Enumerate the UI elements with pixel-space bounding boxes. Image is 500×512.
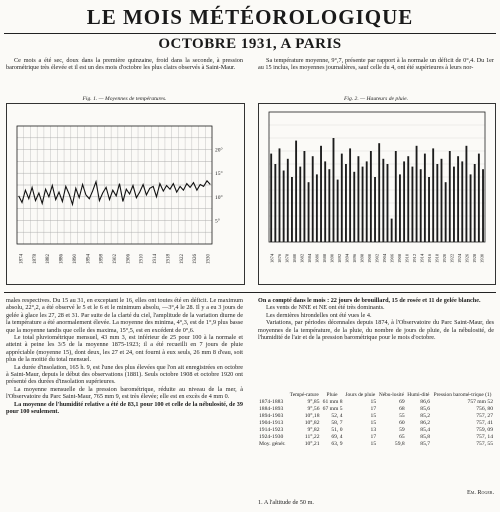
table-cell: 757, 41 [476, 420, 493, 426]
fig1-temperature-line [19, 181, 211, 205]
fig1-y-tick-label: 15° [215, 171, 223, 178]
fig2-x-tick-label: 1930 [479, 253, 485, 263]
fig2-rain-bar [295, 141, 297, 242]
fig2-rain-bar [362, 167, 364, 242]
table-cell: 65 [399, 434, 405, 440]
fig2-x-tick-label: 1886 [314, 253, 320, 263]
fig1-x-tick-label: 1894 [86, 254, 92, 264]
table-cell: 17 [370, 434, 377, 440]
fig2-rain-bar [474, 164, 476, 242]
fig1-x-tick-label: 1886 [59, 254, 65, 264]
fig2-x-tick-label: 1914 [419, 253, 425, 263]
fig2-x-tick-label: 1882 [299, 253, 305, 263]
fig2-rain-bar [283, 171, 285, 243]
body-left-paragraph-4: La moyenne mensuelle de la pression barométrique, réduite au niveau de la mer, à l'Observatoire du Parc Saint-Maur, 765 mm 9, est très élevée; elle est en excès de 4 mm 0. [6, 385, 243, 401]
table-cell: 86,6 [420, 399, 431, 405]
table-cell: 757, 55 [476, 441, 493, 447]
fig2-x-tick-label: 1922 [449, 253, 455, 263]
fig2-x-tick-label: 1926 [464, 253, 470, 263]
fig2-x-tick-label: 1878 [284, 253, 290, 263]
table-cell: Moy. génér. [259, 441, 286, 447]
table-cell: 15 [370, 413, 377, 419]
table-cell: 17 [370, 406, 377, 412]
fig2-x-tick-label: 1912 [412, 253, 417, 263]
fig2-x-tick-label: 1928 [472, 253, 477, 263]
table-cell: 757, 14 [476, 434, 493, 440]
table-cell: 1884-1893 [259, 406, 284, 412]
fig2-x-tick-label: 1906 [389, 253, 395, 263]
fig2-rain-bar [457, 156, 459, 242]
fig2-rain-bar [395, 151, 397, 242]
fig2-rain-bar [291, 177, 293, 242]
table-cell: 10°,18 [304, 413, 320, 419]
fig1-x-tick-label: 1930 [206, 254, 212, 264]
fig2-rain-bar [449, 151, 451, 242]
table-cell: 51, 0 [331, 427, 343, 433]
table-header-cell: Humi-dité [407, 392, 430, 398]
fig1-x-tick-label: 1910 [139, 254, 145, 264]
fig2-rain-bar [345, 164, 347, 242]
fig2-x-tick-label: 1900 [367, 253, 372, 263]
table-row [258, 406, 494, 413]
fig1-x-tick-label: 1926 [193, 254, 199, 264]
table-cell: 59,8 [394, 441, 405, 447]
page-title: LE MOIS MÉTÉOROLOGIQUE [86, 5, 414, 29]
fig2-rain-bar [441, 159, 443, 242]
fig2-rain-bar [411, 167, 413, 242]
fig2-rain-bar [399, 174, 401, 242]
table-row [258, 420, 494, 427]
fig2-rain-bar [378, 143, 380, 242]
fig2-rain-bar [407, 156, 409, 242]
fig2-rain-bar [432, 148, 434, 242]
intro-left-paragraph: Ce mois a été sec, doux dans la première quinzaine, froid dans la seconde, à pression barométrique très élevée et il est un des mois d'octobre les plus clairs observés à Saint-Maur. [6, 57, 243, 72]
body-left-text [6, 297, 243, 416]
fig2-rain-bar [324, 161, 326, 242]
fig2-rain-bar [436, 164, 438, 242]
fig1-x-tick-label: 1906 [126, 254, 132, 264]
table-cell: 86,2 [420, 420, 431, 426]
fig2-rain-bar [366, 161, 368, 242]
fig2-x-tick-label: 1898 [359, 253, 365, 263]
fig2-rain-bar [416, 146, 418, 242]
table-cell: 85,4 [420, 427, 431, 433]
fig2-rain-bar [337, 180, 339, 242]
table-cell: 13 [370, 427, 377, 433]
fig2-rain-bar [357, 156, 359, 242]
table-cell: 67 mm 5 [322, 406, 343, 412]
fig1-grid [17, 126, 212, 244]
fig2-rain-bar [465, 146, 467, 242]
table-cell: 63, 9 [331, 441, 343, 447]
fig1-x-tick-label: 1902 [113, 254, 118, 264]
fig2-rain-bar [308, 182, 310, 242]
body-left-paragraph-1: males respectives. Du 15 au 31, en exceptant le 16, elles ont toutes été en déficit. Le maximum absolu, 22°,2, a été observé le 5 et le 6 et le minimum absolu, —3°,4 le 28. Il y a eu 3 jours de gelée à glace les 27, 28 et 31. Par suite de la clarté du ciel, l'amplitude de la variation diurne de la température a été anormalement élevée. La moyenne des minima, 4°,3, est de 1°,9 plus basse que la moyenne tandis que celle des maxima, 15°,5, est en excédent de 0°,6. [6, 297, 243, 334]
fig1-x-tick-label: 1914 [153, 254, 159, 264]
fig2-rain-bar [478, 154, 480, 242]
fig2-rain-bar [299, 167, 301, 242]
fig1-x-tick-label: 1874 [19, 254, 25, 264]
title-rule [4, 33, 496, 34]
fig2-x-tick-label: 1902 [374, 253, 380, 263]
fig2-rainfall-chart [258, 103, 496, 285]
fig2-rain-bar [274, 164, 276, 242]
fig2-rain-bar [387, 164, 389, 242]
table-header-cell: Jours de pluie [345, 392, 376, 398]
table-row [258, 441, 494, 448]
fig2-x-tick-label: 1910 [404, 253, 410, 263]
body-right-paragraph-2: Les vents de NNE et NE ont été très dominants. [266, 304, 385, 312]
table-row [258, 427, 494, 434]
fig2-x-tick-label: 1888 [322, 253, 327, 263]
fig2-rain-bar [370, 151, 372, 242]
fig2-rain-bar [482, 169, 484, 242]
table-cell: 9°,82 [307, 427, 320, 433]
table-cell: 1924-1930 [259, 434, 284, 440]
fig2-rain-bar [391, 219, 393, 242]
fig2-rain-bar [287, 159, 289, 242]
fig2-x-tick-label: 1874 [269, 253, 275, 263]
table-cell: 69, 4 [331, 434, 343, 440]
fig2-x-tick-label: 1884 [307, 253, 312, 263]
body-left-paragraph-2: Le total pluviométrique mensuel, 43 mm 3, est inférieur de 25 pour 100 à la normale et atteint à peine les 3/5 de la moyenne 1875-1923; il a été recueilli en 7 jours de pluie appréciable (moyenne 15), dont deux, les 27 et 24, ont fourni à eux seuls, 26 mm 8 d'eau, soit plus de la moitié du total mensuel. [6, 334, 243, 364]
fig1-caption: Fig. 1. — Moyennes de températures. [82, 96, 167, 102]
fig2-x-tick-label: 1892 [337, 253, 342, 263]
page-subtitle: OCTOBRE 1931, A PARIS [158, 36, 342, 52]
table-header-cell: Pression baromé-trique (1) [433, 392, 492, 398]
table-header-row [258, 392, 494, 399]
table-cell: 11°,22 [304, 434, 320, 440]
table-cell: 69 [399, 399, 405, 405]
fig1-x-tick-label: 1882 [46, 254, 52, 264]
fig2-rain-bar [461, 161, 463, 242]
table-cell: 1874-1883 [259, 399, 284, 405]
table-header-cell: Tempé-rature [289, 392, 319, 398]
fig2-x-tick-label: 1904 [382, 253, 387, 263]
fig2-x-tick-label: 1894 [344, 253, 350, 263]
fig1-y-tick-label: 20° [215, 147, 223, 154]
fig2-rain-bar [320, 146, 322, 242]
mid-rule [4, 292, 496, 293]
table-row [258, 399, 494, 406]
intro-left-text [6, 57, 243, 72]
table-cell: 60 [399, 420, 405, 426]
body-right-text [258, 297, 494, 341]
fig2-x-tick-label: 1876 [277, 253, 282, 263]
table-cell: 85,7 [420, 441, 431, 447]
table-cell: 1914-1923 [259, 427, 284, 433]
table-cell: 1904-1913 [259, 420, 284, 426]
table-cell: 55 [399, 413, 405, 419]
fig1-temperature-chart [6, 103, 245, 285]
table-cell: 85,2 [420, 413, 431, 419]
fig2-x-tick-label: 1924 [457, 253, 462, 263]
table-cell: 59 [399, 427, 405, 433]
fig2-rain-bar [424, 154, 426, 242]
intro-right-text [258, 57, 494, 72]
table-cell: 15 [370, 420, 377, 426]
fig2-x-tick-label: 1896 [352, 253, 357, 263]
table-cell: 85,6 [420, 406, 431, 412]
body-right-paragraph-4: Variations, par périodes décennales depuis 1874, à l'Observatoire du Parc Saint-Maur, des moyennes de la température, de la pluie, du nombre de jours de pluie, de la nébulosité, de l'humidité de l'air et de la pression barométrique pour le mois d'octobre. [258, 319, 494, 342]
table-cell: 15 [370, 441, 377, 447]
table-cell: 85,8 [420, 434, 431, 440]
table-cell: 757 mm 52 [467, 399, 493, 405]
fig2-rain-bar [333, 138, 335, 242]
table-cell: 1894-1903 [259, 413, 284, 419]
table-cell: 756, 80 [476, 406, 493, 412]
fig2-rain-bar [453, 167, 455, 242]
table-cell: 9°,85 [307, 399, 320, 405]
table-cell: 68 [399, 406, 405, 412]
fig2-rain-bar [382, 159, 384, 242]
fig2-x-tick-label: 1920 [442, 253, 447, 263]
fig2-rain-bar [328, 169, 330, 242]
table-header-cell [258, 392, 288, 399]
fig2-rain-bar [470, 174, 472, 242]
fig1-x-tick-label: 1898 [99, 254, 105, 264]
fig2-rain-bar [341, 154, 343, 242]
table-cell: 58, 7 [331, 420, 343, 426]
fig2-rain-bar [445, 182, 447, 242]
table-row [258, 434, 494, 441]
fig1-y-tick-label: 10° [215, 194, 223, 201]
table-header-cell: Nébu-losité [378, 392, 404, 398]
fig2-x-tick-label: 1916 [427, 253, 432, 263]
table-cell: 757, 27 [476, 413, 493, 419]
table-cell: 9°,56 [307, 406, 320, 412]
fig2-rain-bar [270, 154, 272, 242]
decadal-stats-table [258, 392, 494, 448]
body-left-paragraph-3: La durée d'insolation, 165 h. 9, est l'une des plus élevées que l'on ait enregistrées en octobre à Saint-Maur, depuis le début des observations (1881). Seuls octobre 1908 et octobre 1920 ont présenté des durées d'insolation supérieures. [6, 363, 243, 386]
fig1-x-tick-label: 1878 [32, 254, 38, 264]
body-left-paragraph-5: La moyenne de l'humidité relative a été de 83,1 pour 100 et celle de la nébulosité, de 39 pour 100 seulement. [6, 400, 243, 416]
fig2-rain-bar [420, 169, 422, 242]
fig2-rain-bar [349, 148, 351, 242]
fig1-x-tick-label: 1918 [166, 254, 172, 264]
fig2-rain-bar [374, 177, 376, 242]
table-cell: 52, 4 [331, 413, 343, 419]
table-header-cell: Pluie [326, 392, 338, 398]
fig2-rain-bar [303, 151, 305, 242]
fig2-rain-bar [403, 161, 405, 242]
intro-right-paragraph: Sa température moyenne, 9°,7, présente par rapport à la normale un déficit de 0°,4. Du 1er au 15 inclus, les moyennes journalières, sauf celle du 4, ont été supérieures à leurs nor- [258, 57, 494, 72]
table-cell: 10°,21 [304, 441, 320, 447]
fig1-x-tick-label: 1922 [179, 254, 185, 264]
signature: Em. Roger. [467, 489, 494, 496]
body-right-paragraph-3: Les dernières hirondelles ont été vues le 4. [266, 311, 372, 319]
fig1-y-tick-label: 5° [215, 218, 220, 225]
table-cell: 10°,82 [304, 420, 320, 426]
fig2-rain-bar [316, 174, 318, 242]
table-cell: 15 [370, 399, 377, 405]
fig2-x-tick-label: 1880 [292, 253, 297, 263]
fig2-rain-bar [428, 177, 430, 242]
fig2-svg [259, 104, 495, 284]
body-right-paragraph-1: On a compté dans le mois : 22 jours de brouillard, 15 de rosée et 11 de gelée blanche. [258, 297, 481, 304]
table-cell: 61 mm 8 [322, 399, 343, 405]
fig2-x-tick-label: 1908 [397, 253, 402, 263]
fig2-rain-bar [312, 156, 314, 242]
fig1-svg [7, 104, 244, 284]
footnote: 1. A l'altitude de 50 m. [258, 499, 314, 506]
fig1-x-tick-label: 1890 [72, 254, 78, 264]
fig2-x-tick-label: 1918 [434, 253, 440, 263]
fig2-rain-bar [279, 148, 281, 242]
fig2-x-tick-label: 1890 [329, 253, 335, 263]
table-row [258, 413, 494, 420]
table-cell: 759, 09 [476, 427, 493, 433]
fig2-caption: Fig. 2. — Hauteurs de pluie. [343, 96, 408, 102]
fig2-rain-bar [353, 172, 355, 242]
